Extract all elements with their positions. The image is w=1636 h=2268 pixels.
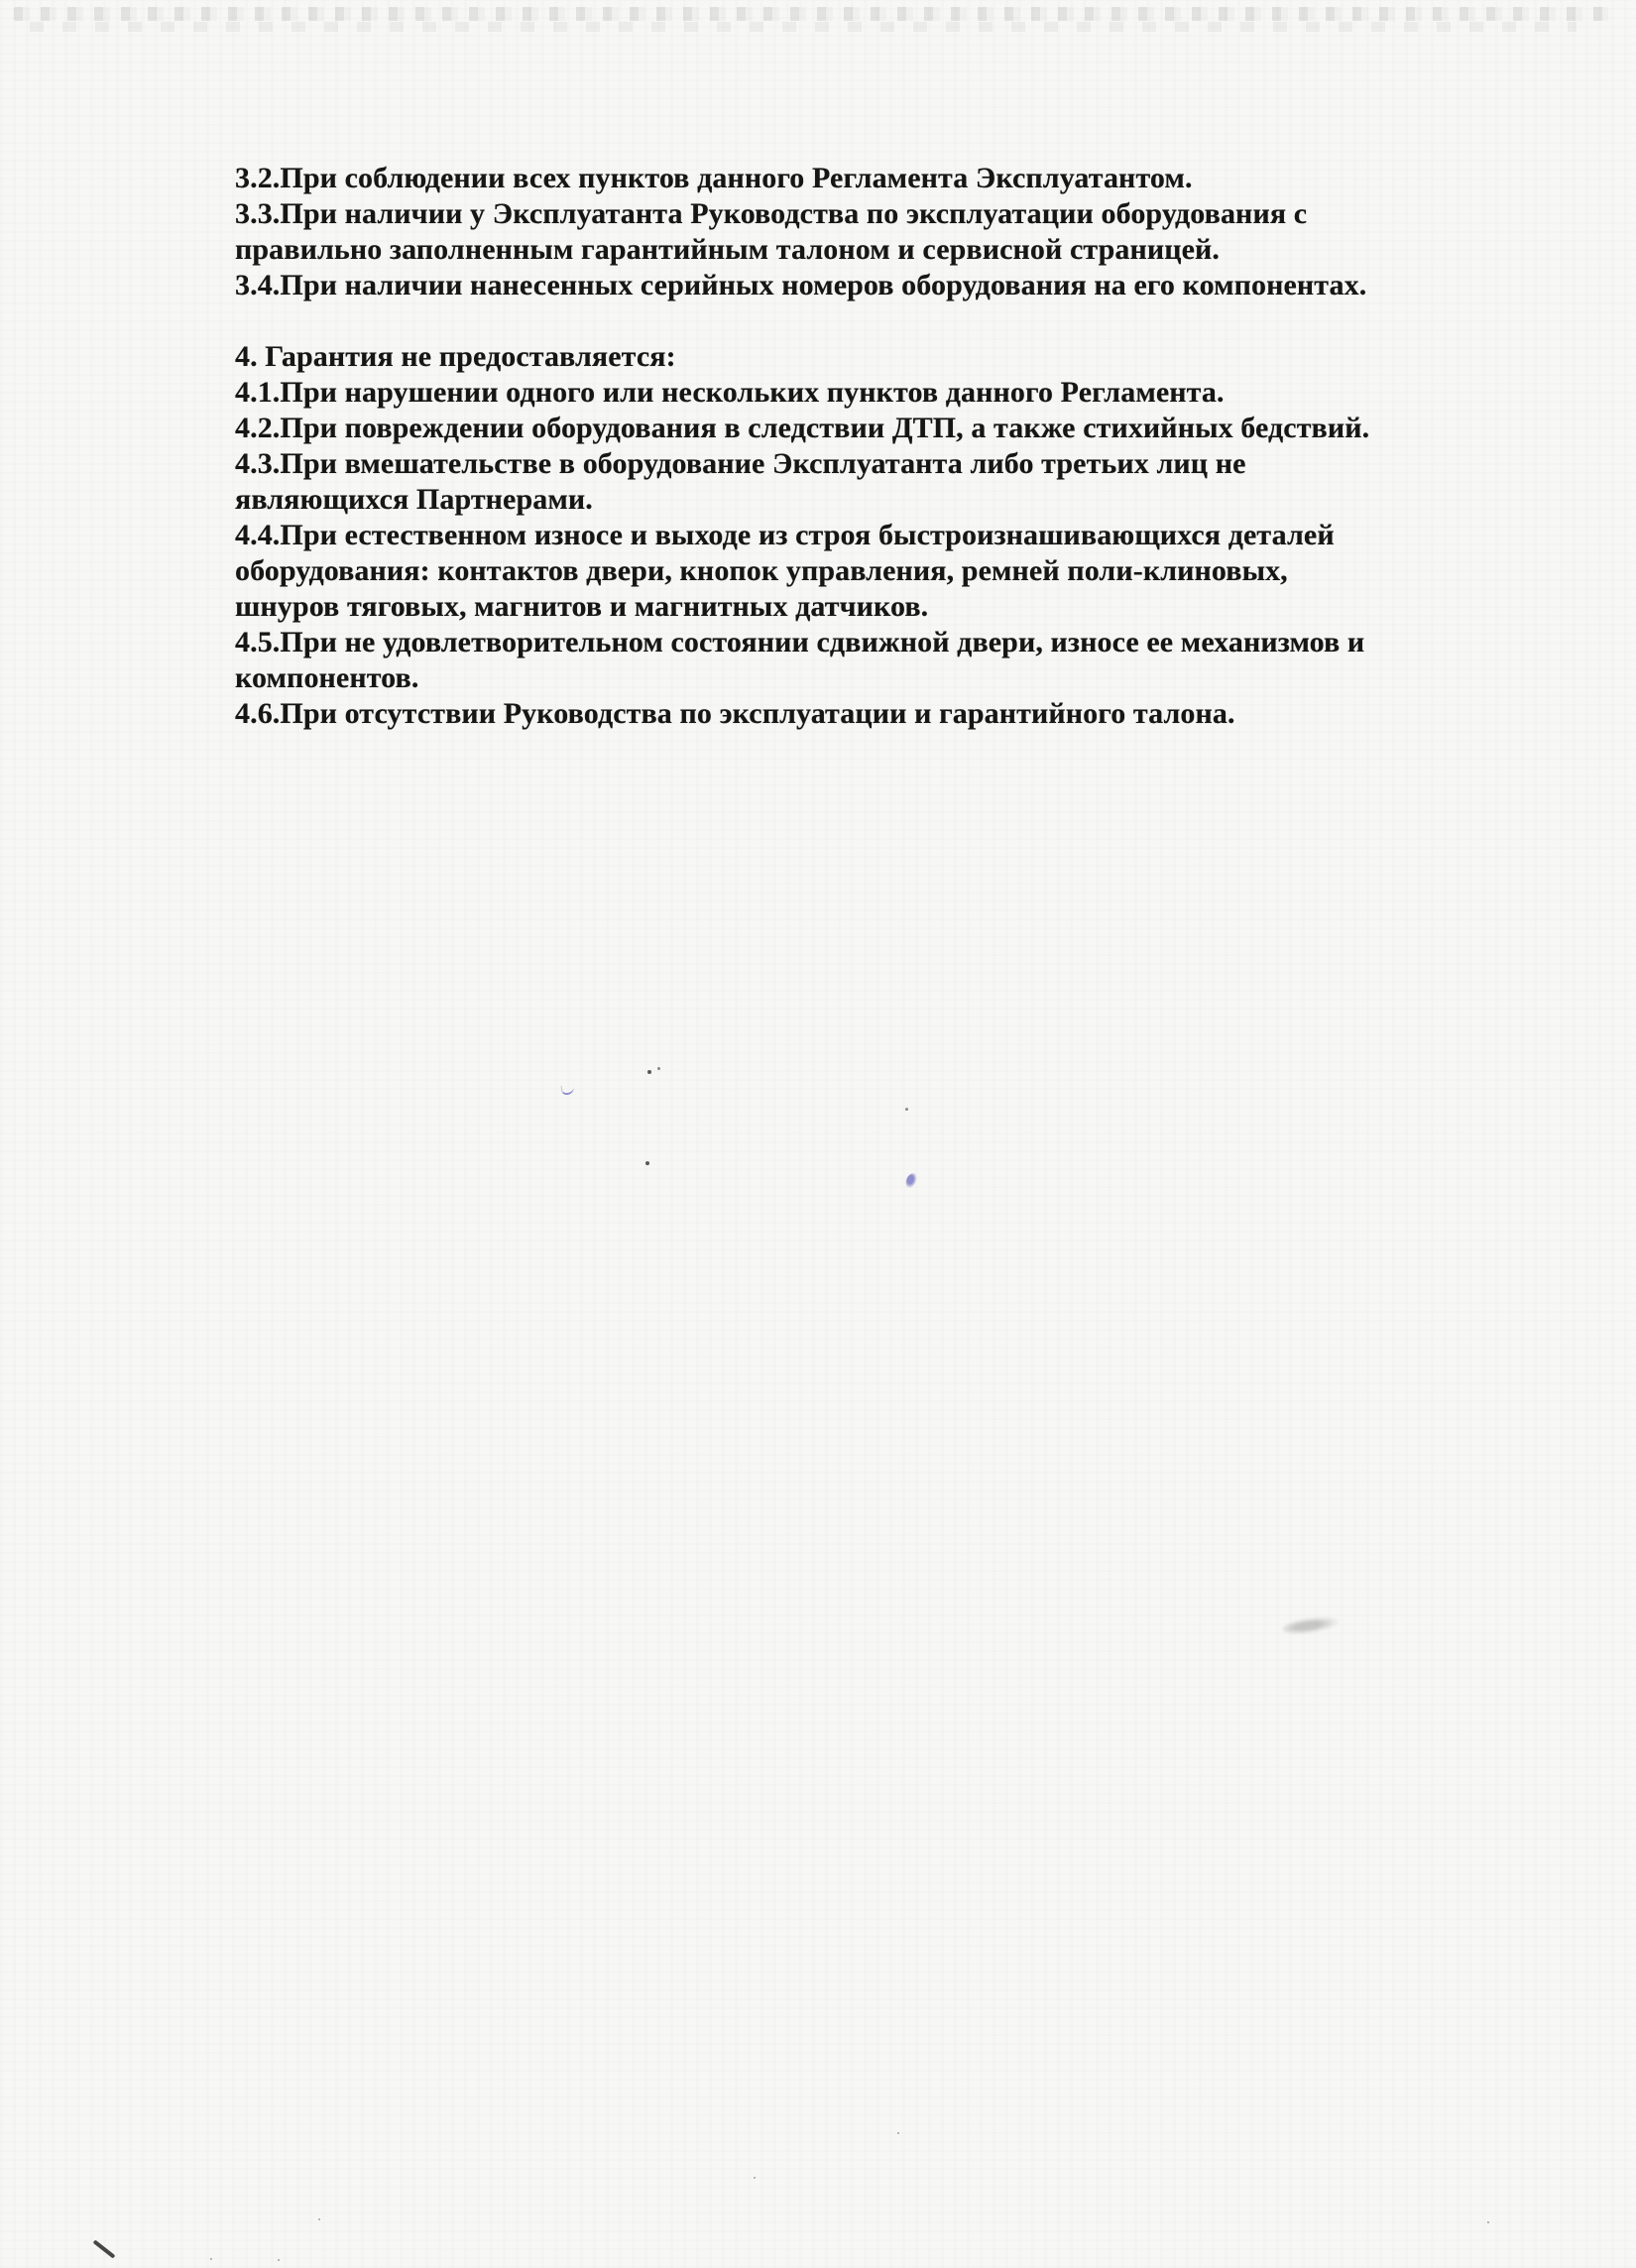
ink-speck bbox=[647, 1070, 651, 1074]
ink-speck bbox=[318, 2218, 320, 2220]
ink-speck bbox=[210, 2258, 212, 2260]
blue-ink-mark bbox=[561, 1084, 575, 1095]
gray-smudge-artifact bbox=[1281, 1613, 1341, 1637]
text-line: 4.6.При отсутствии Руководства по эксплуатации и гарантийного талона. bbox=[235, 697, 1235, 730]
text-line: компонентов. bbox=[235, 661, 419, 694]
text-line: 4.1.При нарушении одного или нескольких пунктов данного Регламента. bbox=[235, 376, 1225, 409]
ink-speck bbox=[1487, 2221, 1489, 2223]
ink-speck bbox=[897, 2132, 899, 2134]
ink-speck bbox=[645, 1161, 649, 1165]
text-line: правильно заполненным гарантийным талоном и сервисной страницей. bbox=[235, 233, 1221, 266]
ink-speck bbox=[278, 2259, 280, 2261]
blank-line bbox=[235, 303, 1524, 339]
ink-speck bbox=[657, 1067, 660, 1070]
ink-speck bbox=[754, 2177, 756, 2179]
text-line: 3.4.При наличии нанесенных серийных номеров оборудования на его компонентах. bbox=[235, 269, 1367, 301]
scan-edge-mark bbox=[93, 2239, 116, 2258]
scanner-edge-artifact bbox=[14, 7, 1608, 21]
text-line: 3.2.При соблюдении всех пунктов данного Регламента Эксплуатантом. bbox=[235, 162, 1193, 194]
scanner-edge-artifact bbox=[30, 22, 1577, 32]
ink-speck bbox=[905, 1108, 908, 1111]
text-line: 4.5.При не удовлетворительном состоянии сдвижной двери, износе ее механизмов и bbox=[235, 626, 1365, 658]
document-text-block bbox=[235, 161, 1524, 732]
text-line: 4.3.При вмешательстве в оборудование Эксплуатанта либо третьих лиц не bbox=[235, 447, 1246, 480]
text-line: 3.3.При наличии у Эксплуатанта Руководства по эксплуатации оборудования с bbox=[235, 197, 1308, 230]
text-line: 4.4.При естественном износе и выходе из строя быстроизнашивающихся деталей bbox=[235, 519, 1335, 551]
blue-ink-blot bbox=[904, 1172, 918, 1189]
text-line: оборудования: контактов двери, кнопок управления, ремней поли-клиновых, bbox=[235, 554, 1288, 587]
text-line: шнуров тяговых, магнитов и магнитных датчиков. bbox=[235, 590, 929, 623]
section-heading: 4. Гарантия не предоставляется: bbox=[235, 340, 676, 373]
text-line: 4.2.При повреждении оборудования в следствии ДТП, а также стихийных бедствий. bbox=[235, 412, 1370, 444]
text-line: являющихся Партнерами. bbox=[235, 483, 593, 516]
